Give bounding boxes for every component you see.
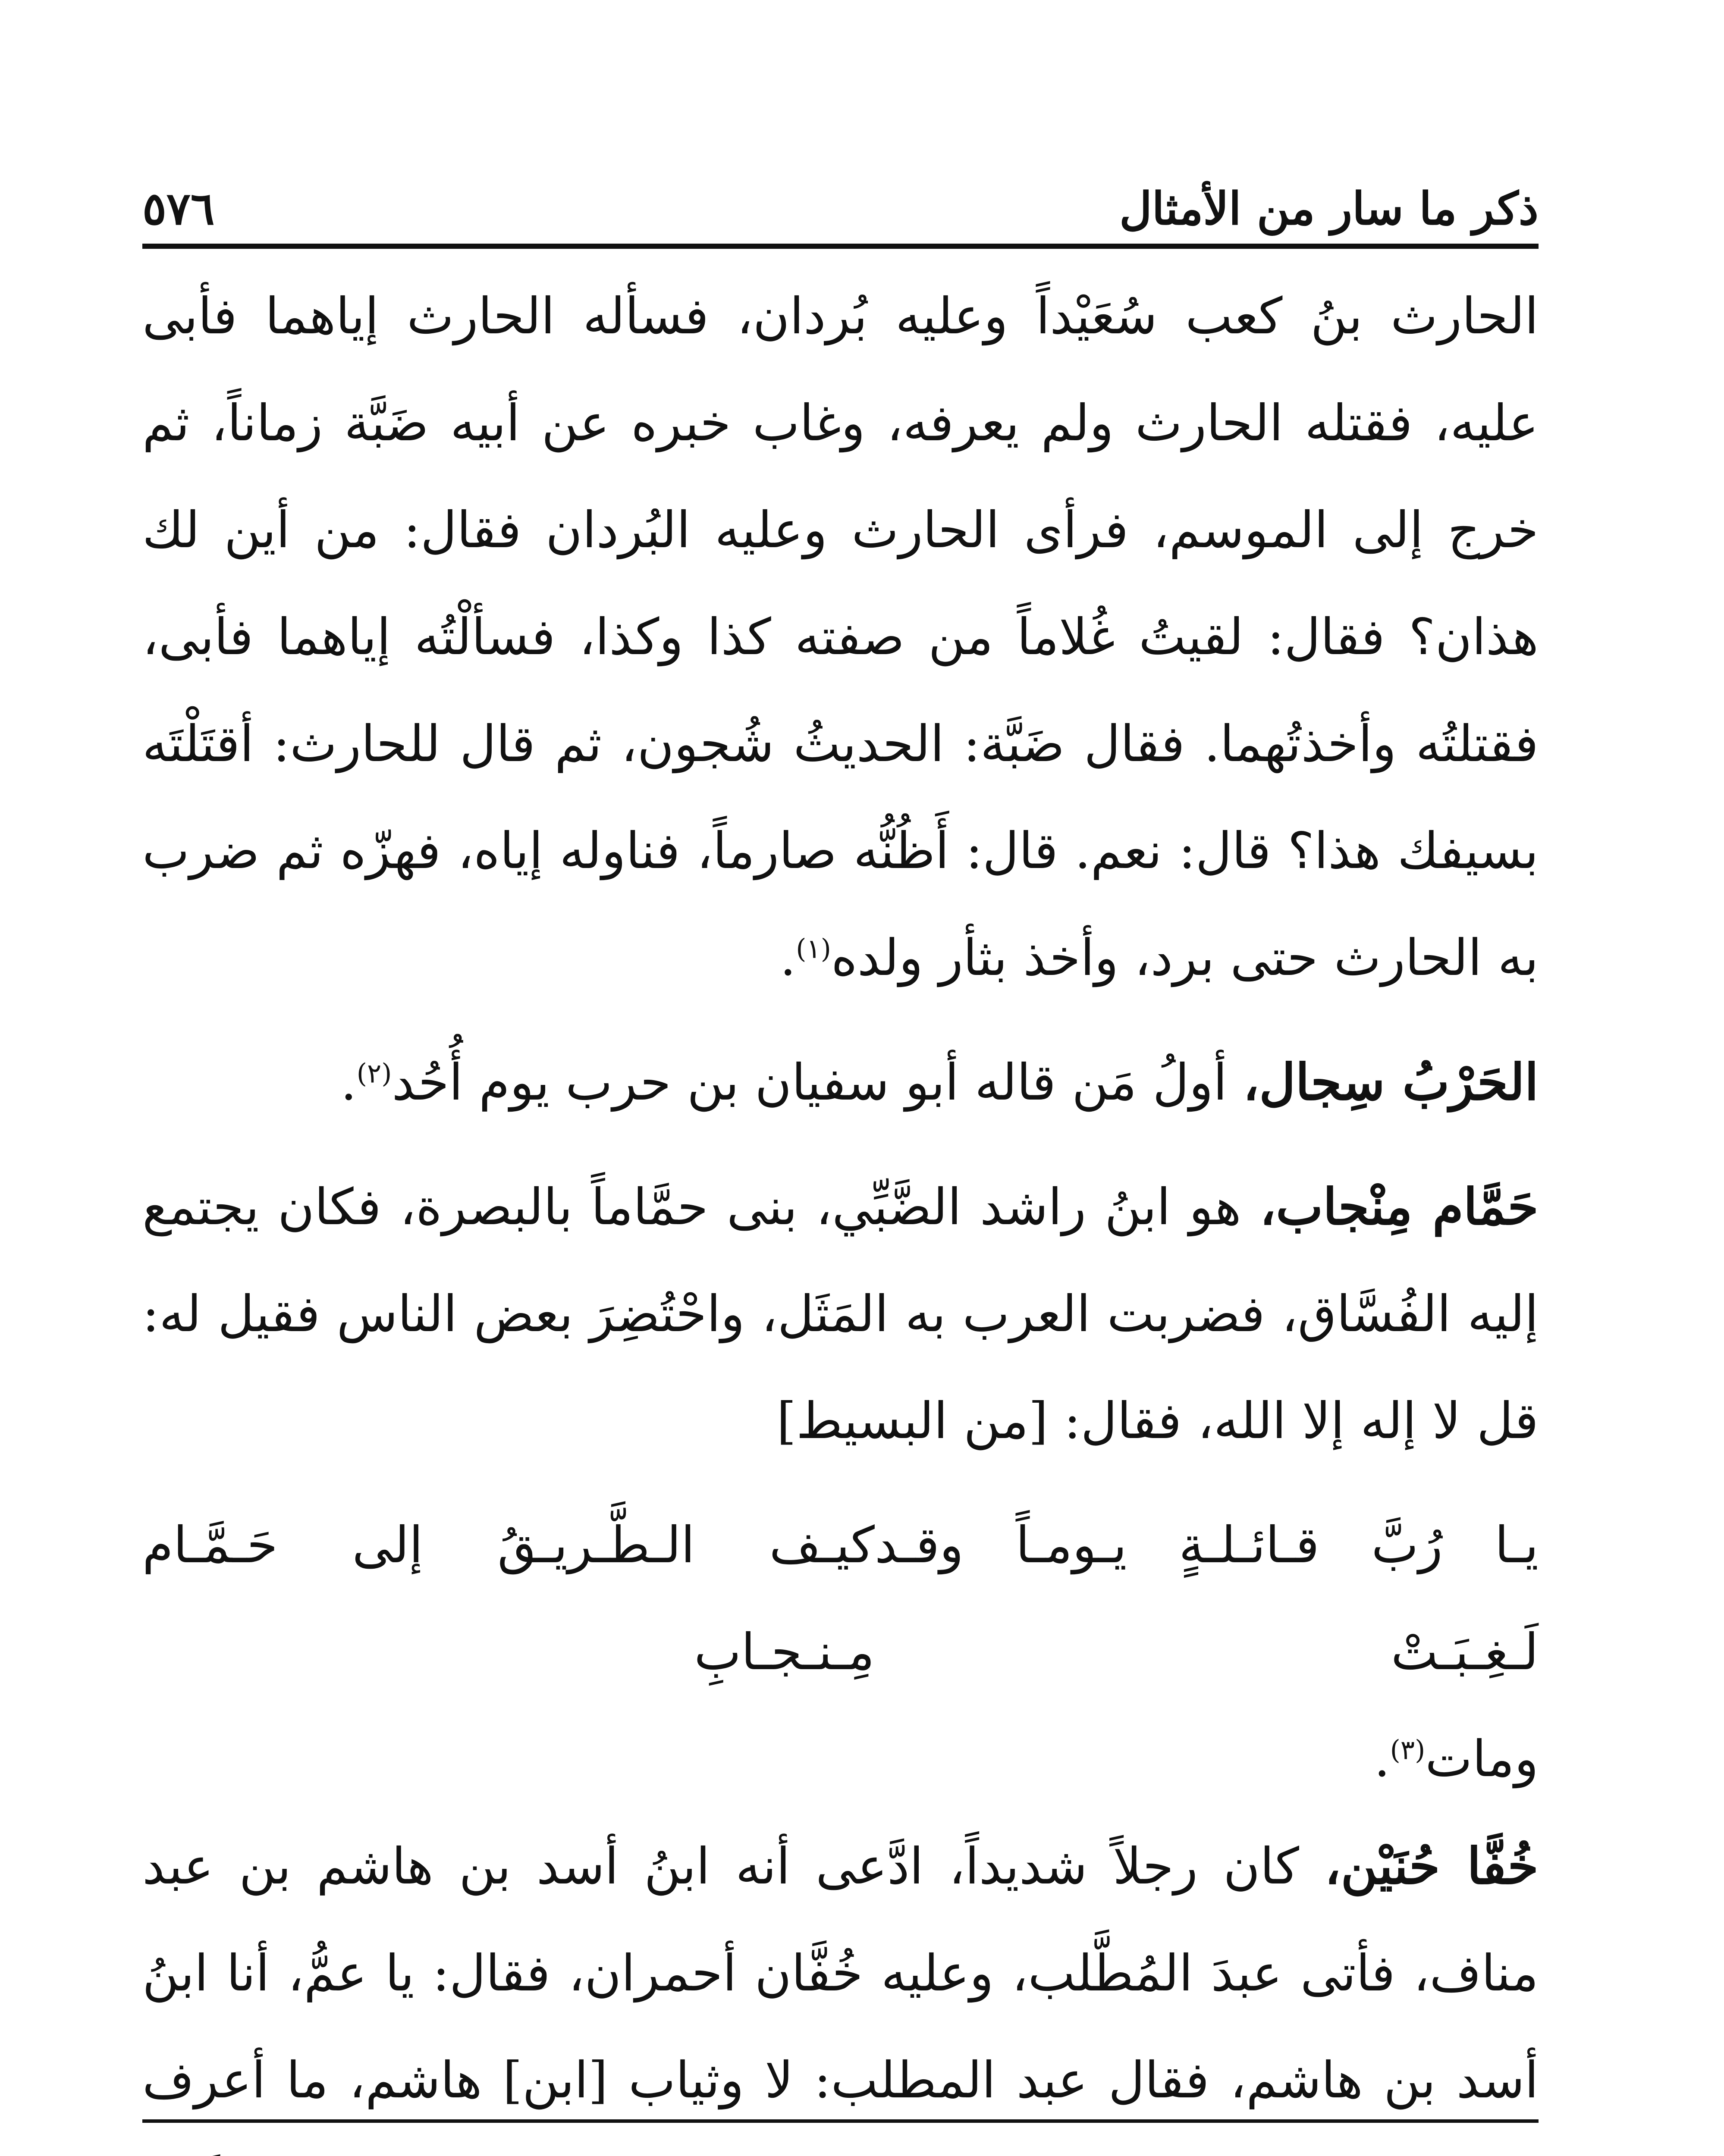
entry-text: أولُ مَن قاله أبو سفيان بن حرب يوم أُحُد: [392, 1053, 1243, 1112]
running-title: ذكر ما سار من الأمثال: [1119, 182, 1539, 235]
verse-second-hemistich: كيـف الـطَّـريـقُ إلى حَـمَّـام مِـنـجـابِ: [142, 1516, 875, 1681]
entry-text: هو ابنُ راشد الضَّبِّي، بنى حمَّاماً بالبصرة، فكان يجتمع إليه الفُسَّاق، فضربت العرب به المَثَل، واحْتُضِرَ بعض الناس فقيل له: قل لا إله إلا الله، فقال: [من البسيط]: [142, 1178, 1539, 1450]
page-header: [142, 153, 1539, 249]
poetry-verse: [142, 1492, 1539, 1706]
proverb-heading: خُفَّا حُنَيْن،: [1325, 1837, 1539, 1896]
proverb-entry: [142, 1813, 1539, 2156]
proverb-heading: حَمَّام مِنْجاب،: [1259, 1178, 1539, 1236]
footnotes: [142, 2152, 1539, 2156]
footnote-ref: (٢): [356, 1057, 392, 1089]
paragraph-1: الحارث بنُ كعب سُعَيْداً وعليه بُردان، فسأله الحارث إياهما فأبى عليه، فقتله الحارث ولم يعرفه، وغاب خبره عن أبيه ضَبَّة زماناً، ثم خرج إلى الموسم، فرأى الحارث وعليه البُردان فقال: من أين لك هذان؟ فقال: لقيتُ غُلاماً من صفته كذا وكذا، فسألْتُه إياهما فأبى، فقتلتُه وأخذتُهما. فقال ضَبَّة: الحديثُ شُجون، ثم قال للحارث: أقتَلْتَه بسيفك هذا؟ قال: نعم. قال: أَظُنُّه صارماً، فناوله إياه، فهزّه ثم ضرب به الحارث حتى برد، وأخذ بثأر ولده$^{(١)}$.: [142, 287, 1539, 987]
entry-text: كان رجلاً شديداً، ادَّعى أنه ابنُ أسد بن هاشم بن عبد مناف، فأتى عبدَ المُطَّلب، وعليه خُفَّان أحمران، فقال: يا عمُّ، أنا ابنُ أسد بن هاشم، فقال عبد المطلب: لا وثياب [ابن] هاشم، ما أعرف: [142, 1837, 1539, 2109]
footnote-divider: [142, 2119, 1539, 2123]
after-verse-line: ومات$^{(٣)}$.: [1374, 1730, 1539, 1788]
proverb-heading: الحَرْبُ سِجال،: [1243, 1053, 1539, 1112]
proverb-entry: الحَرْبُ سِجال، أولُ مَن قاله أبو سفيان بن حرب يوم أُحُد$^{(٢)}$.: [340, 1053, 1539, 1112]
main-text: [142, 263, 1539, 2156]
proverb-entry: [142, 1153, 1539, 1475]
footnote-ref: (٣): [1390, 1734, 1426, 1766]
footnote-1: [142, 2152, 1539, 2156]
footnote-ref: (١): [796, 933, 831, 965]
verse-first-hemistich: يـا رُبَّ قـائـلـةٍ يـومـاً وقـد لَـغِـبَـتْ: [874, 1516, 1539, 1681]
page-number: ٥٧٦: [142, 182, 215, 235]
paragraph-text: الحارث بنُ كعب سُعَيْداً وعليه بُردان، فسأله الحارث إياهما فأبى عليه، فقتله الحارث ولم يعرفه، وغاب خبره عن أبيه ضَبَّة زماناً، ثم خرج إلى الموسم، فرأى الحارث وعليه البُردان فقال: من أين لك هذان؟ فقال: لقيتُ غُلاماً من صفته كذا وكذا، فسألْتُه إياهما فأبى، فقتلتُه وأخذتُهما. فقال ضَبَّة: الحديثُ شُجون، ثم قال للحارث: أقتَلْتَه بسيفك هذا؟ قال: نعم. قال: أَظُنُّه صارماً، فناوله إياه، فهزّه ثم ضرب به الحارث حتى برد، وأخذ بثأر ولده: [142, 287, 1539, 987]
